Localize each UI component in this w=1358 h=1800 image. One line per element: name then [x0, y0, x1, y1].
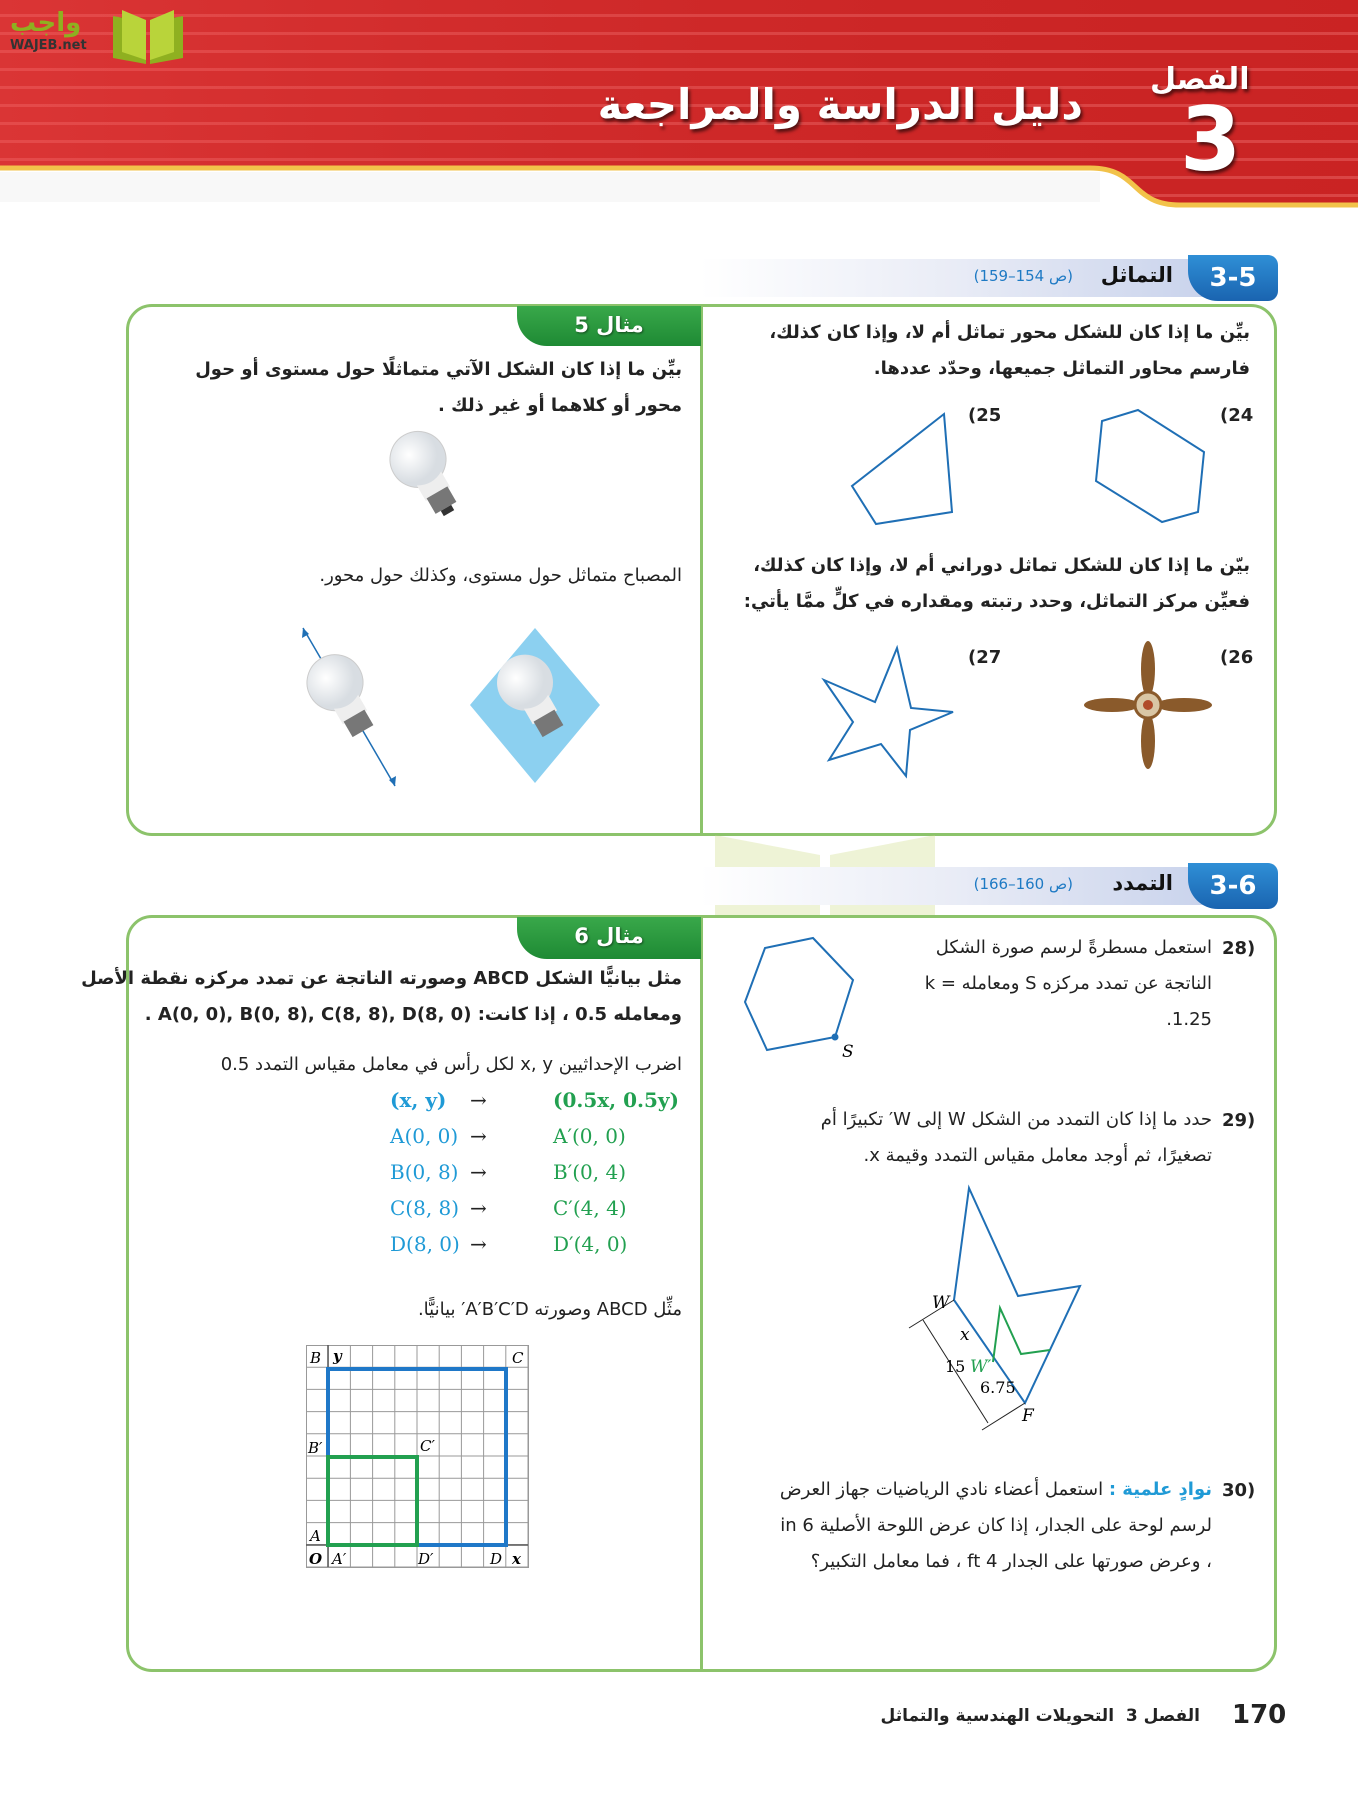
ceiling-fan-figure-26 — [1084, 641, 1212, 769]
light-bulb-image — [385, 425, 470, 530]
book-logo-icon — [108, 6, 188, 66]
label-y-axis: y — [333, 1347, 342, 1365]
to-cell: (0.5x, 0.5y) — [553, 1088, 679, 1112]
label-x-axis: x — [512, 1550, 521, 1568]
arrow: → — [470, 1196, 487, 1220]
from-cell: C(8, 8) — [390, 1196, 460, 1220]
label-S: S — [842, 1042, 854, 1060]
column-divider — [700, 306, 703, 834]
table-row — [390, 1124, 690, 1160]
chapter-label: الفصل — [1150, 62, 1250, 97]
lesson-tab: 3-5 — [1188, 255, 1278, 301]
example-6-caption: مثِّل ABCD وصورته A′B′C′D′ بيانيًّا. — [417, 1299, 682, 1320]
page-number: 170 — [1232, 1700, 1287, 1730]
to-cell: D′(4, 0) — [553, 1232, 628, 1256]
example-5-question: بيِّن ما إذا كان الشكل الآتي متماثلًا حول مستوى أو حول محور أو كلاهما أو غير ذلك . — [195, 359, 682, 416]
hexagon-figure-24 — [1096, 410, 1204, 522]
lesson-tab: 3-6 — [1188, 863, 1278, 909]
question-30-tag: نوادٍ علمية : — [1108, 1479, 1212, 1500]
question-29-number: 29) — [1222, 1110, 1256, 1131]
label-A-prime: A′ — [332, 1550, 347, 1568]
example-6-step: اضرب الإحداثيين x, y لكل رأس في معامل مقياس التمدد 0.5 — [220, 1054, 682, 1075]
footer-chapter-label: الفصل 3 — [1125, 1706, 1200, 1726]
label-A: A — [310, 1527, 321, 1545]
section-header-3-6 — [700, 863, 1278, 909]
quadrilateral-figure-25 — [852, 414, 952, 524]
from-cell: (x, y) — [390, 1088, 447, 1112]
to-cell: A′(0, 0) — [553, 1124, 626, 1148]
chapter-number: 3 — [1180, 88, 1242, 191]
question-30-body: استعمل أعضاء نادي الرياضيات جهاز العرض لرسم لوحة على الجدار، إذا كان عرض اللوحة الأصلية 6 in ، وعرض صورتها على الجدار 4 ft ، فما معامل التكبير؟ — [779, 1479, 1212, 1572]
label-C: C — [512, 1349, 524, 1367]
question-29-text: حدد ما إذا كان التمدد من الشكل W إلى W′ تكبيرًا أم تصغيرًا، ثم أوجد معامل مقياس التمدد وقيمة x. — [820, 1109, 1212, 1166]
label-C-prime: C′ — [420, 1437, 435, 1455]
figure-W-prime — [993, 1308, 1050, 1362]
center-point-S — [832, 1034, 839, 1041]
arrow: → — [470, 1124, 487, 1148]
label-origin: O — [309, 1550, 323, 1568]
example-6-tab: مثال 6 — [517, 917, 701, 959]
question-26-number: (26 — [1220, 647, 1254, 668]
dilation-figure-29 — [900, 1178, 1100, 1438]
logo-text-en: WAJEB.net — [10, 38, 87, 53]
label-B: B — [310, 1349, 322, 1367]
question-25-number: (25 — [968, 405, 1002, 426]
question-24-number: (24 — [1220, 405, 1254, 426]
instruction-line-symmetry: بيِّن ما إذا كان للشكل محور تماثل أم لا، وإذا كان كذلك، فارسم محاور التماثل جميعها، وحدّد عددها. — [769, 322, 1250, 379]
arrow: → — [470, 1232, 487, 1256]
label-D-prime: D′ — [418, 1550, 434, 1568]
lesson-title: التمدد — [1112, 871, 1173, 895]
from-cell: A(0, 0) — [390, 1124, 459, 1148]
page-title: دليل الدراسة والمراجعة — [597, 80, 1083, 129]
from-cell: D(8, 0) — [390, 1232, 460, 1256]
hexagon-figure-28 — [740, 930, 870, 1060]
footer-chapter — [881, 1706, 1200, 1726]
arrow: → — [470, 1088, 487, 1112]
question-27-number: (27 — [968, 647, 1002, 668]
to-cell: C′(4, 4) — [553, 1196, 627, 1220]
figures-24-25 — [840, 400, 1220, 535]
label-W: W — [932, 1293, 950, 1313]
table-row — [390, 1160, 690, 1196]
lesson-pages: (ص 154–159) — [973, 267, 1073, 285]
figures-26-27 — [815, 640, 1215, 785]
question-30-number: 30) — [1222, 1480, 1256, 1501]
chapter-banner — [0, 0, 1358, 215]
coordinate-table — [390, 1088, 690, 1268]
to-cell: B′(0, 4) — [553, 1160, 627, 1184]
example-5-tab: مثال 5 — [517, 306, 701, 346]
question-30-text — [770, 1472, 1212, 1580]
label-15: 15 — [945, 1357, 966, 1376]
example-6-question-line2: ومعامله 0.5 ، إذا كانت: A(0, 0), B(0, 8), C(8, 8), D(8, 0) . — [144, 1004, 682, 1025]
table-row — [390, 1088, 690, 1124]
label-B-prime: B′ — [308, 1439, 323, 1457]
label-W-prime: W′ — [970, 1357, 992, 1377]
wajeb-logo — [10, 8, 87, 53]
label-D: D — [490, 1550, 503, 1568]
question-28-number: 28) — [1222, 938, 1256, 959]
lesson-pages: (ص 160–166) — [973, 875, 1073, 893]
label-x: x — [960, 1325, 970, 1345]
table-row — [390, 1232, 690, 1268]
bulb-symmetry-images — [295, 620, 615, 790]
example-5-answer: المصباح متماثل حول مستوى، وكذلك حول محور. — [319, 565, 682, 586]
label-6-75: 6.75 — [980, 1378, 1016, 1397]
example-6-question-line1: مثل بيانيًّا الشكل ABCD وصورته الناتجة عن تمدد مركزه نقطة الأصل — [81, 968, 682, 989]
lesson-title: التماثل — [1100, 263, 1173, 287]
footer-chapter-title: التحويلات الهندسية والتماثل — [880, 1706, 1115, 1726]
column-divider — [700, 917, 703, 1670]
logo-text-ar: واجب — [10, 8, 82, 38]
arrow: → — [470, 1160, 487, 1184]
bulb-plane-image — [470, 628, 600, 783]
section-header-3-5 — [700, 255, 1278, 301]
instruction-line-rotational: بيّن ما إذا كان للشكل تماثل دوراني أم لا، وإذا كان كذلك، فعيِّن مركز التماثل، وحدد رتبته ومقداره في كلٍّ ممَّا يأتي: — [743, 555, 1250, 612]
question-28-text: استعمل مسطرةً لرسم صورة الشكل الناتجة عن تمدد مركزه S ومعامله k = 1.25. — [924, 937, 1212, 1030]
from-cell: B(0, 8) — [390, 1160, 459, 1184]
star-figure-27 — [824, 648, 953, 776]
bulb-axis-image — [297, 628, 396, 786]
dilation-graph — [306, 1345, 530, 1569]
label-F: F — [1022, 1406, 1034, 1426]
table-row — [390, 1196, 690, 1232]
